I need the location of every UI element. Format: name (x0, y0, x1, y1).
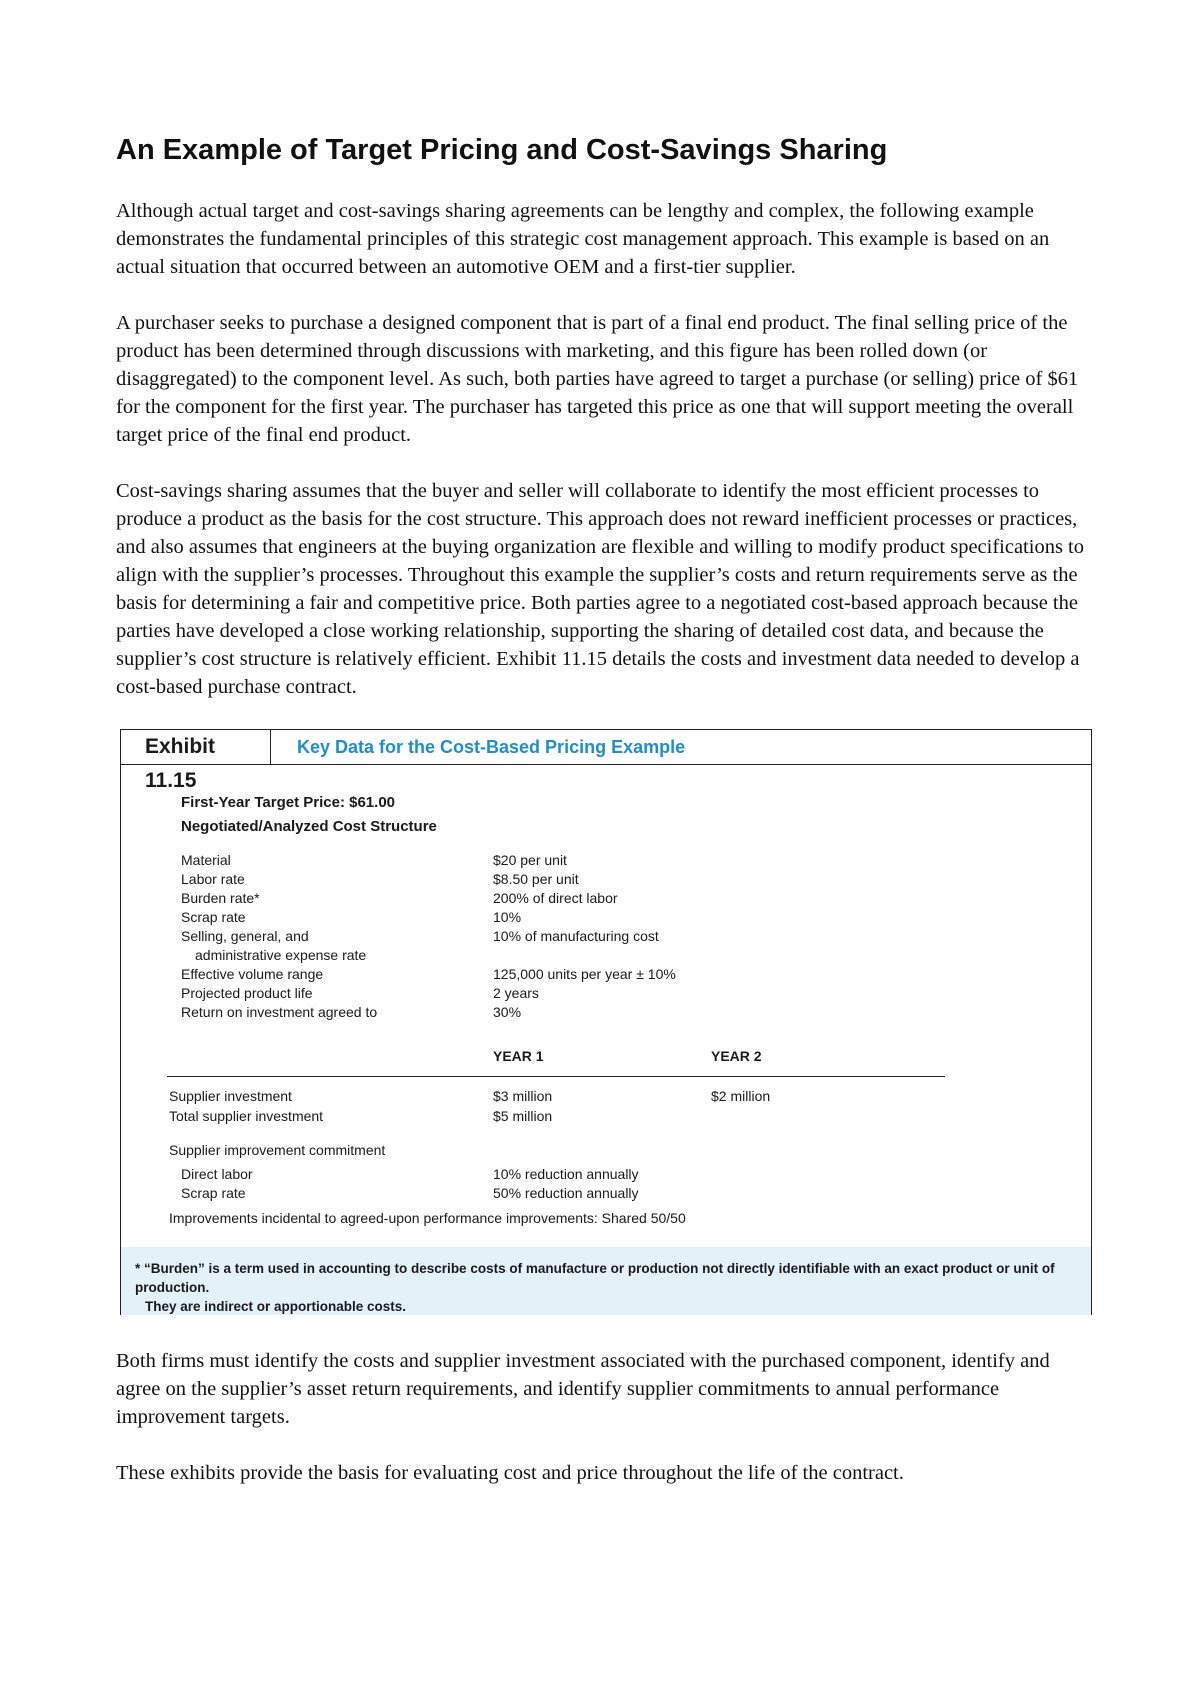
exhibit-figure (120, 729, 1092, 1315)
footnote-line-2: They are indirect or apportionable costs. (145, 1299, 407, 1314)
table-divider (167, 1076, 945, 1077)
document-title: An Example of Target Pricing and Cost-Savings Sharing (116, 134, 888, 166)
commitment-heading: Supplier improvement commitment (169, 1142, 386, 1158)
cost-value-roi: 30% (493, 1004, 522, 1020)
cost-label-volume: Effective volume range (181, 966, 324, 982)
paragraph-cost-savings: Cost-savings sharing assumes that the buyer and seller will collaborate to identify the most efficient processes to produce a product as the basis for the cost structure. This approach does not reward inefficient processes or practices, and also assumes that engineers at the buying organization are flexible and willing to modify product specifications to align with the supplier’s processes. Throughout this example the supplier’s costs and return requirements serve as the basis for determining a fair and competitive price. Both parties agree to a negotiated cost-based approach because the parties have developed a close working relationship, supporting the sharing of detailed cost data, and because the supplier’s cost structure is relatively efficient. Exhibit 11.15 details the costs and investment data needed to develop a cost-based purchase contract. (116, 480, 1084, 698)
cost-label-material: Material (181, 852, 231, 868)
cost-value-sga: 10% of manufacturing cost (493, 928, 659, 944)
cost-value-material: $20 per unit (493, 852, 567, 868)
commitment-label-scrap: Scrap rate (181, 1185, 246, 1201)
document-page (116, 134, 1096, 1515)
exhibit-title: Key Data for the Cost-Based Pricing Example (297, 737, 686, 757)
commitment-value-scrap: 50% reduction annually (493, 1185, 639, 1201)
column-year-1: YEAR 1 (493, 1048, 544, 1064)
cost-value-volume: 125,000 units per year ± 10% (493, 966, 676, 982)
improvements-note: Improvements incidental to agreed-upon performance improvements: Shared 50/50 (169, 1210, 686, 1226)
cost-value-burden: 200% of direct labor (493, 890, 618, 906)
cost-value-life: 2 years (493, 985, 539, 1001)
cost-value-labor: $8.50 per unit (493, 871, 579, 887)
paragraph-intro: Although actual target and cost-savings sharing agreements can be lengthy and complex, the following example demonstrates the fundamental principles of this strategic cost management approach. This example is based on an actual situation that occurred between an automotive OEM and a first-tier supplier. (116, 200, 1050, 278)
cost-label-life: Projected product life (181, 985, 313, 1001)
exhibit-number: Exhibit 11.15 (121, 730, 271, 764)
exhibit-header (121, 730, 1091, 792)
investment-year2-supplier: $2 million (711, 1088, 771, 1104)
cost-label-burden: Burden rate* (181, 890, 260, 906)
commitment-value-labor: 10% reduction annually (493, 1166, 639, 1182)
cost-label-labor: Labor rate (181, 871, 245, 887)
cost-label-scrap: Scrap rate (181, 909, 246, 925)
target-price: First-Year Target Price: $61.00 (181, 794, 395, 811)
investment-label-supplier: Supplier investment (169, 1088, 292, 1104)
paragraph-conclusion: These exhibits provide the basis for evaluating cost and price throughout the life of the contract. (116, 1462, 904, 1484)
exhibit-footnote (121, 1247, 1091, 1315)
investment-label-total: Total supplier investment (169, 1108, 324, 1124)
cost-label-sga: Selling, general, and (181, 928, 309, 944)
paragraph-purchaser: A purchaser seeks to purchase a designed component that is part of a final end product. The final selling price of the product has been determined through discussions with marketing, and this figure has been rolled down (or disaggregated) to the component level. As such, both parties have agreed to target a purchase (or selling) price of $61 for the component for the first year. The purchaser has targeted this price as one that will support meeting the overall target price of the final end product. (116, 312, 1079, 446)
commitment-label-labor: Direct labor (181, 1166, 253, 1182)
cost-label-roi: Return on investment agreed to (181, 1004, 378, 1020)
cost-value-scrap: 10% (493, 909, 522, 925)
cost-structure-heading: Negotiated/Analyzed Cost Structure (181, 818, 437, 835)
investment-year1-total: $5 million (493, 1108, 553, 1124)
footnote-line-1: * “Burden” is a term used in accounting to describe costs of manufacture or production not directly identifiable with an exact product or unit of production. (135, 1261, 1055, 1295)
cost-label-sga-cont: administrative expense rate (195, 947, 367, 963)
investment-year1-supplier: $3 million (493, 1088, 553, 1104)
column-year-2: YEAR 2 (711, 1048, 762, 1064)
paragraph-both-firms: Both firms must identify the costs and supplier investment associated with the purchased component, identify and agree on the supplier’s asset return requirements, and identify supplier commitments to annual performance improvement targets. (116, 1350, 1050, 1428)
